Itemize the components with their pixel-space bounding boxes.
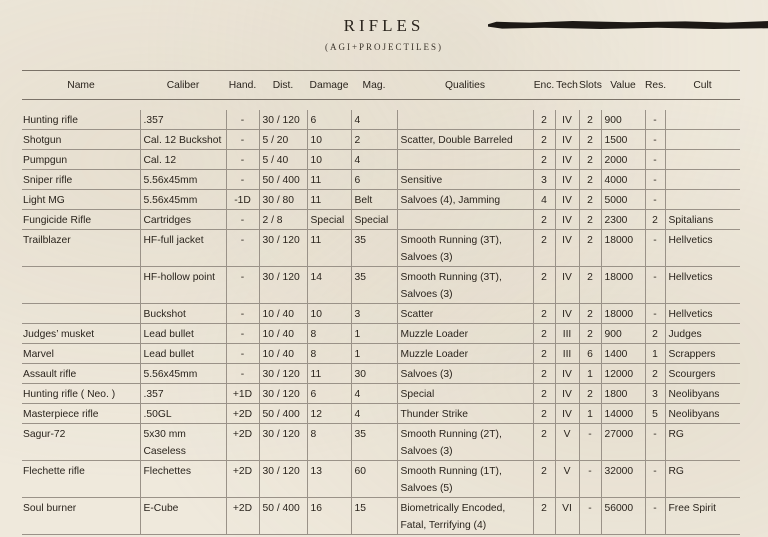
table-row: [22, 267, 740, 304]
cell-enc: 3: [533, 170, 555, 190]
cell-dist: 30 / 120: [259, 424, 307, 461]
table-row: [22, 424, 740, 461]
cell-value: 4000: [601, 170, 645, 190]
cell-res: -: [645, 130, 665, 150]
cell-cult: Hellvetics: [665, 230, 740, 267]
cell-tech: IV: [555, 230, 579, 267]
cell-slots: 2: [579, 190, 601, 210]
cell-enc: 2: [533, 404, 555, 424]
cell-res: -: [645, 461, 665, 498]
cell-enc: 2: [533, 230, 555, 267]
cell-res: 1: [645, 344, 665, 364]
cell-value: 5000: [601, 190, 645, 210]
cell-qualities: Smooth Running (3T), Salvoes (3): [397, 230, 533, 267]
header-name: Name: [22, 71, 140, 100]
cell-tech: IV: [555, 210, 579, 230]
cell-value: 1400: [601, 344, 645, 364]
cell-damage: 14: [307, 267, 351, 304]
cell-cult: RG: [665, 424, 740, 461]
header-slots: Slots: [579, 71, 601, 100]
cell-enc: 2: [533, 110, 555, 130]
cell-cult: Spitalians: [665, 210, 740, 230]
cell-res: -: [645, 424, 665, 461]
cell-enc: 4: [533, 190, 555, 210]
cell-value: 14000: [601, 404, 645, 424]
header-cult: Cult: [665, 71, 740, 100]
cell-res: 2: [645, 364, 665, 384]
cell-tech: IV: [555, 110, 579, 130]
cell-hand: -: [226, 267, 259, 304]
cell-damage: 16: [307, 498, 351, 535]
cell-enc: 2: [533, 150, 555, 170]
cell-value: 18000: [601, 267, 645, 304]
cell-hand: -: [226, 304, 259, 324]
cell-damage: 10: [307, 150, 351, 170]
cell-res: -: [645, 304, 665, 324]
cell-mag: 30: [351, 364, 397, 384]
cell-hand: -: [226, 210, 259, 230]
cell-dist: 30 / 120: [259, 110, 307, 130]
cell-dist: 2 / 8: [259, 210, 307, 230]
cell-mag: 6: [351, 170, 397, 190]
cell-mag: 1: [351, 324, 397, 344]
cell-res: 2: [645, 210, 665, 230]
cell-tech: IV: [555, 170, 579, 190]
cell-cult: Free Spirit: [665, 498, 740, 535]
header-dist: Dist.: [259, 71, 307, 100]
cell-dist: 30 / 120: [259, 461, 307, 498]
cell-slots: -: [579, 498, 601, 535]
cell-slots: 2: [579, 304, 601, 324]
cell-enc: 2: [533, 498, 555, 535]
cell-cult: [665, 170, 740, 190]
cell-damage: 8: [307, 424, 351, 461]
cell-tech: IV: [555, 190, 579, 210]
cell-value: 18000: [601, 230, 645, 267]
header-enc: Enc.: [533, 71, 555, 100]
cell-damage: 11: [307, 230, 351, 267]
cell-cult: [665, 190, 740, 210]
cell-slots: 6: [579, 344, 601, 364]
cell-value: 2300: [601, 210, 645, 230]
table-row: [22, 461, 740, 498]
cell-value: 900: [601, 110, 645, 130]
page-title: RIFLES: [343, 16, 425, 35]
cell-name: Assault rifle: [22, 364, 140, 384]
header-res: Res.: [645, 71, 665, 100]
cell-enc: 2: [533, 424, 555, 461]
cell-damage: 6: [307, 384, 351, 404]
cell-name: Shotgun: [22, 130, 140, 150]
cell-caliber: Lead bullet: [140, 344, 226, 364]
cell-name: Hunting rifle: [22, 110, 140, 130]
cell-cult: Hellvetics: [665, 267, 740, 304]
cell-caliber: Cal. 12: [140, 150, 226, 170]
cell-tech: IV: [555, 364, 579, 384]
table-row: [22, 498, 740, 535]
cell-hand: -: [226, 130, 259, 150]
cell-qualities: Smooth Running (3T), Salvoes (3): [397, 267, 533, 304]
cell-qualities: Biometrically Encoded, Fatal, Terrifying (4): [397, 498, 533, 535]
cell-caliber: HF-full jacket: [140, 230, 226, 267]
table-row: [22, 150, 740, 170]
cell-name: Judges’ musket: [22, 324, 140, 344]
cell-tech: IV: [555, 384, 579, 404]
cell-name: Light MG: [22, 190, 140, 210]
cell-enc: 2: [533, 304, 555, 324]
cell-mag: 35: [351, 230, 397, 267]
cell-enc: 2: [533, 344, 555, 364]
cell-name: Flechette rifle: [22, 461, 140, 498]
cell-hand: +2D: [226, 424, 259, 461]
cell-slots: 1: [579, 404, 601, 424]
table-row: [22, 364, 740, 384]
cell-name: [22, 304, 140, 324]
cell-slots: 2: [579, 230, 601, 267]
cell-damage: 13: [307, 461, 351, 498]
table-row: [22, 230, 740, 267]
cell-cult: Hellvetics: [665, 304, 740, 324]
cell-res: 5: [645, 404, 665, 424]
cell-slots: 2: [579, 267, 601, 304]
cell-name: Fungicide Rifle: [22, 210, 140, 230]
cell-damage: 11: [307, 170, 351, 190]
table-row: [22, 304, 740, 324]
cell-name: Trailblazer: [22, 230, 140, 267]
cell-hand: -: [226, 364, 259, 384]
cell-qualities: Muzzle Loader: [397, 324, 533, 344]
cell-res: 3: [645, 384, 665, 404]
cell-dist: 10 / 40: [259, 324, 307, 344]
header-damage: Damage: [307, 71, 351, 100]
cell-slots: 2: [579, 210, 601, 230]
cell-cult: Neolibyans: [665, 384, 740, 404]
cell-damage: 11: [307, 190, 351, 210]
cell-mag: 35: [351, 424, 397, 461]
cell-name: Soul burner: [22, 498, 140, 535]
cell-caliber: Lead bullet: [140, 324, 226, 344]
cell-tech: III: [555, 324, 579, 344]
cell-mag: 4: [351, 110, 397, 130]
cell-res: -: [645, 150, 665, 170]
table-body: [22, 100, 740, 535]
table-row: [22, 170, 740, 190]
table-header-row: [22, 71, 740, 100]
cell-value: 32000: [601, 461, 645, 498]
cell-res: -: [645, 267, 665, 304]
cell-hand: -1D: [226, 190, 259, 210]
cell-hand: +2D: [226, 404, 259, 424]
cell-tech: IV: [555, 150, 579, 170]
rifles-table: [22, 70, 740, 535]
cell-dist: 50 / 400: [259, 404, 307, 424]
cell-mag: 2: [351, 130, 397, 150]
cell-caliber: 5.56x45mm: [140, 364, 226, 384]
cell-mag: 35: [351, 267, 397, 304]
cell-enc: 2: [533, 130, 555, 150]
cell-qualities: Salvoes (4), Jamming: [397, 190, 533, 210]
cell-slots: -: [579, 461, 601, 498]
cell-qualities: Smooth Running (1T), Salvoes (5): [397, 461, 533, 498]
cell-qualities: Smooth Running (2T), Salvoes (3): [397, 424, 533, 461]
cell-caliber: 5x30 mm Caseless: [140, 424, 226, 461]
cell-cult: RG: [665, 461, 740, 498]
cell-damage: Special: [307, 210, 351, 230]
cell-name: Pumpgun: [22, 150, 140, 170]
page-subtitle: (AGI+PROJECTILES): [324, 42, 444, 52]
cell-slots: 1: [579, 364, 601, 384]
cell-qualities: Sensitive: [397, 170, 533, 190]
cell-mag: 4: [351, 384, 397, 404]
cell-name: Sniper rifle: [22, 170, 140, 190]
cell-qualities: Scatter, Double Barreled: [397, 130, 533, 150]
cell-dist: 10 / 40: [259, 304, 307, 324]
cell-name: Marvel: [22, 344, 140, 364]
header-mag: Mag.: [351, 71, 397, 100]
header-tech: Tech: [555, 71, 579, 100]
cell-cult: Scourgers: [665, 364, 740, 384]
cell-damage: 12: [307, 404, 351, 424]
cell-hand: -: [226, 324, 259, 344]
cell-cult: [665, 150, 740, 170]
cell-enc: 2: [533, 461, 555, 498]
table-row: [22, 404, 740, 424]
cell-damage: 10: [307, 130, 351, 150]
cell-slots: -: [579, 424, 601, 461]
cell-value: 12000: [601, 364, 645, 384]
cell-tech: IV: [555, 304, 579, 324]
cell-mag: 1: [351, 344, 397, 364]
cell-res: -: [645, 230, 665, 267]
cell-qualities: [397, 110, 533, 130]
cell-tech: V: [555, 461, 579, 498]
cell-enc: 2: [533, 384, 555, 404]
cell-name: Hunting rifle ( Neo. ): [22, 384, 140, 404]
cell-res: -: [645, 498, 665, 535]
cell-dist: 50 / 400: [259, 170, 307, 190]
table-row: [22, 190, 740, 210]
cell-caliber: Cal. 12 Buckshot: [140, 130, 226, 150]
cell-caliber: Flechettes: [140, 461, 226, 498]
table-row: [22, 344, 740, 364]
cell-hand: -: [226, 110, 259, 130]
cell-qualities: Thunder Strike: [397, 404, 533, 424]
cell-caliber: 5.56x45mm: [140, 190, 226, 210]
cell-caliber: Cartridges: [140, 210, 226, 230]
cell-cult: Judges: [665, 324, 740, 344]
cell-dist: 50 / 400: [259, 498, 307, 535]
cell-mag: 4: [351, 150, 397, 170]
cell-value: 1800: [601, 384, 645, 404]
cell-value: 27000: [601, 424, 645, 461]
cell-damage: 8: [307, 344, 351, 364]
cell-mag: 15: [351, 498, 397, 535]
cell-mag: 60: [351, 461, 397, 498]
cell-value: 900: [601, 324, 645, 344]
cell-damage: 6: [307, 110, 351, 130]
cell-slots: 2: [579, 110, 601, 130]
cell-slots: 2: [579, 384, 601, 404]
cell-value: 56000: [601, 498, 645, 535]
cell-damage: 10: [307, 304, 351, 324]
cell-qualities: Scatter: [397, 304, 533, 324]
cell-hand: +2D: [226, 461, 259, 498]
cell-hand: +1D: [226, 384, 259, 404]
header-hand: Hand.: [226, 71, 259, 100]
header-value: Value: [601, 71, 645, 100]
cell-cult: Scrappers: [665, 344, 740, 364]
cell-hand: -: [226, 150, 259, 170]
cell-dist: 30 / 120: [259, 267, 307, 304]
cell-enc: 2: [533, 210, 555, 230]
cell-damage: 11: [307, 364, 351, 384]
cell-mag: Belt: [351, 190, 397, 210]
cell-slots: 2: [579, 170, 601, 190]
cell-qualities: Muzzle Loader: [397, 344, 533, 364]
cell-damage: 8: [307, 324, 351, 344]
cell-hand: +2D: [226, 498, 259, 535]
cell-caliber: Buckshot: [140, 304, 226, 324]
cell-cult: [665, 130, 740, 150]
cell-enc: 2: [533, 267, 555, 304]
cell-name: Sagur-72: [22, 424, 140, 461]
cell-enc: 2: [533, 324, 555, 344]
cell-dist: 30 / 120: [259, 364, 307, 384]
cell-enc: 2: [533, 364, 555, 384]
cell-qualities: [397, 150, 533, 170]
cell-value: 1500: [601, 130, 645, 150]
cell-qualities: Salvoes (3): [397, 364, 533, 384]
cell-dist: 30 / 120: [259, 230, 307, 267]
cell-value: 2000: [601, 150, 645, 170]
cell-caliber: E-Cube: [140, 498, 226, 535]
cell-tech: V: [555, 424, 579, 461]
cell-hand: -: [226, 230, 259, 267]
cell-cult: [665, 110, 740, 130]
cell-mag: 3: [351, 304, 397, 324]
table-row: [22, 384, 740, 404]
header-qualities: Qualities: [397, 71, 533, 100]
cell-qualities: Special: [397, 384, 533, 404]
table-row: [22, 210, 740, 230]
cell-tech: III: [555, 344, 579, 364]
cell-dist: 30 / 120: [259, 384, 307, 404]
cell-tech: IV: [555, 130, 579, 150]
cell-caliber: .357: [140, 110, 226, 130]
cell-hand: -: [226, 344, 259, 364]
cell-res: 2: [645, 324, 665, 344]
cell-caliber: .50GL: [140, 404, 226, 424]
cell-slots: 2: [579, 324, 601, 344]
cell-qualities: [397, 210, 533, 230]
cell-caliber: 5.56x45mm: [140, 170, 226, 190]
header-caliber: Caliber: [140, 71, 226, 100]
cell-tech: IV: [555, 404, 579, 424]
cell-dist: 5 / 40: [259, 150, 307, 170]
cell-dist: 10 / 40: [259, 344, 307, 364]
cell-mag: 4: [351, 404, 397, 424]
cell-slots: 2: [579, 130, 601, 150]
cell-tech: VI: [555, 498, 579, 535]
cell-dist: 5 / 20: [259, 130, 307, 150]
table-row: [22, 110, 740, 130]
cell-tech: IV: [555, 267, 579, 304]
cell-res: -: [645, 190, 665, 210]
cell-value: 18000: [601, 304, 645, 324]
cell-name: Masterpiece rifle: [22, 404, 140, 424]
cell-res: -: [645, 110, 665, 130]
cell-slots: 2: [579, 150, 601, 170]
cell-name: [22, 267, 140, 304]
cell-res: -: [645, 170, 665, 190]
cell-hand: -: [226, 170, 259, 190]
table-row: [22, 324, 740, 344]
cell-caliber: .357: [140, 384, 226, 404]
cell-mag: Special: [351, 210, 397, 230]
cell-cult: Neolibyans: [665, 404, 740, 424]
table-row: [22, 130, 740, 150]
cell-caliber: HF-hollow point: [140, 267, 226, 304]
cell-dist: 30 / 80: [259, 190, 307, 210]
